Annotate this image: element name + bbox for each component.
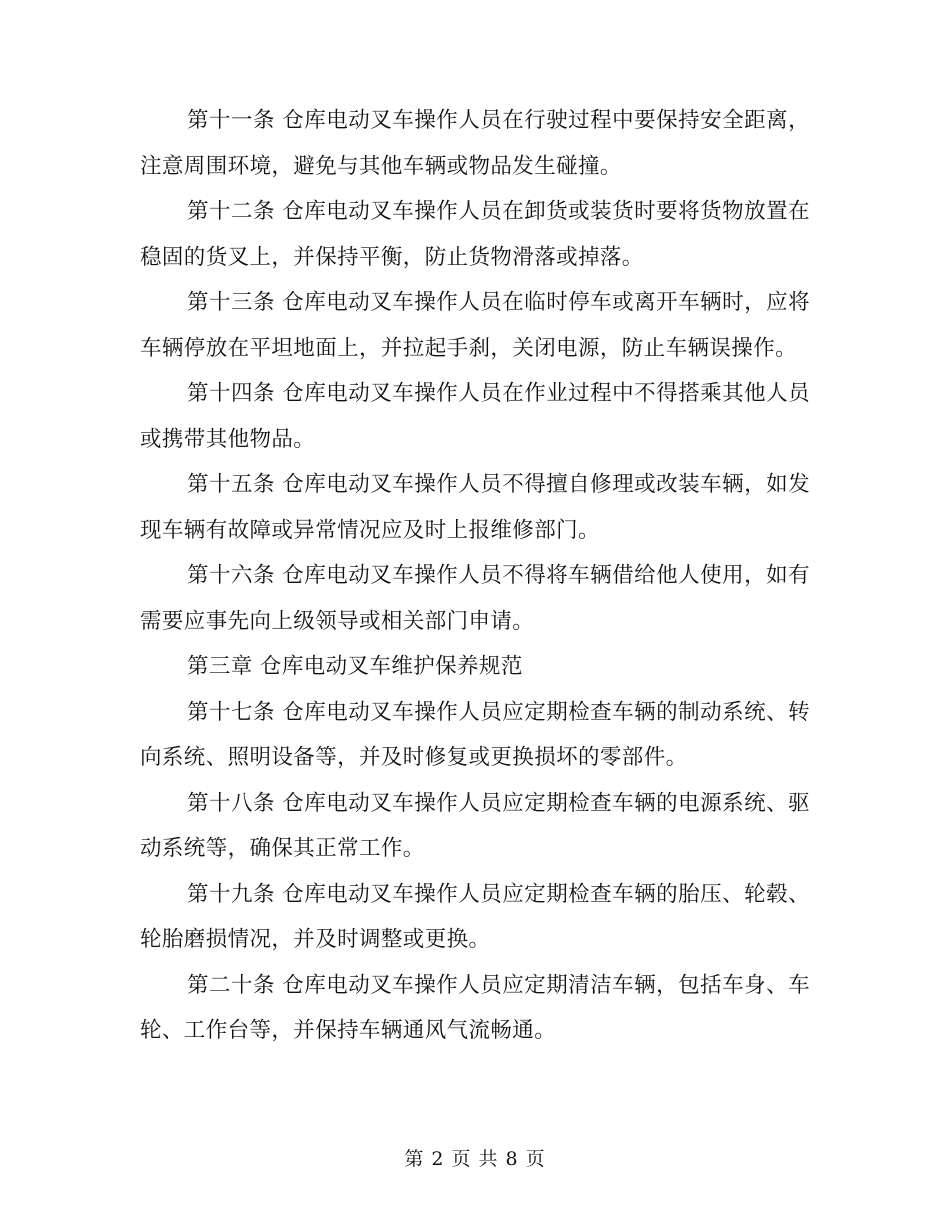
page-number-footer: 第 2 页 共 8 页 (404, 1148, 546, 1170)
article-20-paragraph: 第二十条 仓库电动叉车操作人员应定期清洁车辆，包括车身、车轮、工作台等，并保持车辆通风气流畅通。 (140, 972, 810, 1043)
article-13-paragraph: 第十三条 仓库电动叉车操作人员在临时停车或离开车辆时，应将车辆停放在平坦地面上，并拉起手刹，关闭电源，防止车辆误操作。 (140, 290, 810, 361)
document-body (140, 98, 810, 1054)
article-14-paragraph: 第十四条 仓库电动叉车操作人员在作业过程中不得搭乘其他人员或携带其他物品。 (140, 381, 810, 452)
article-16-paragraph: 第十六条 仓库电动叉车操作人员不得将车辆借给他人使用，如有需要应事先向上级领导或相关部门申请。 (140, 563, 810, 634)
article-18-paragraph: 第十八条 仓库电动叉车操作人员应定期检查车辆的电源系统、驱动系统等，确保其正常工作。 (140, 790, 810, 861)
chapter-3-heading: 第三章 仓库电动叉车维护保养规范 (187, 654, 523, 679)
article-15-paragraph: 第十五条 仓库电动叉车操作人员不得擅自修理或改装车辆，如发现车辆有故障或异常情况应及时上报维修部门。 (140, 472, 810, 543)
article-19-paragraph: 第十九条 仓库电动叉车操作人员应定期检查车辆的胎压、轮毂、轮胎磨损情况，并及时调整或更换。 (140, 881, 810, 952)
article-12-paragraph: 第十二条 仓库电动叉车操作人员在卸货或装货时要将货物放置在稳固的货叉上，并保持平衡，防止货物滑落或掉落。 (140, 199, 810, 270)
article-17-paragraph: 第十七条 仓库电动叉车操作人员应定期检查车辆的制动系统、转向系统、照明设备等，并及时修复或更换损坏的零部件。 (140, 699, 810, 770)
article-11-paragraph: 第十一条 仓库电动叉车操作人员在行驶过程中要保持安全距离，注意周围环境，避免与其他车辆或物品发生碰撞。 (140, 108, 810, 179)
